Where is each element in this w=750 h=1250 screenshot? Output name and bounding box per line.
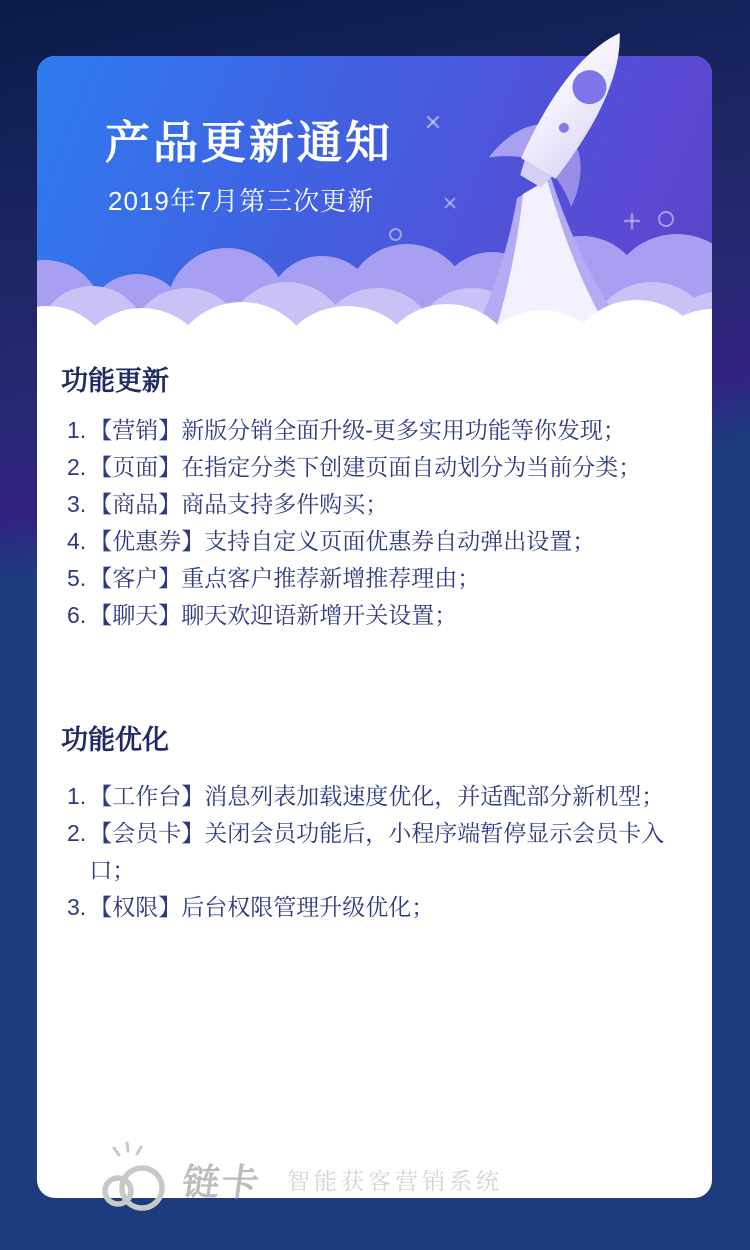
item-text: 【权限】后台权限管理升级优化； <box>89 894 435 920</box>
item-number: 1. <box>67 417 87 443</box>
item-text: 【营销】新版分销全面升级-更多实用功能等你发现； <box>89 417 626 443</box>
list-item <box>67 486 682 523</box>
feature-optimization-list <box>61 778 682 926</box>
item-text: 【聊天】聊天欢迎语新增开关设置； <box>89 602 458 628</box>
content-area <box>37 366 712 1220</box>
list-item <box>67 412 682 449</box>
item-text: 【商品】商品支持多件购买； <box>89 491 389 517</box>
list-item <box>67 815 682 889</box>
list-item <box>67 523 682 560</box>
item-number: 2. <box>67 820 87 846</box>
footer-logo <box>95 1138 682 1220</box>
item-text: 【优惠券】支持自定义页面优惠券自动弹出设置； <box>89 528 596 554</box>
item-number: 4. <box>67 528 87 554</box>
page-subtitle: 2019年7月第三次更新 <box>108 185 375 216</box>
item-number: 5. <box>67 565 87 591</box>
brand-tagline: 智能获客营销系统 <box>287 1167 503 1194</box>
section-heading-feature-updates: 功能更新 <box>61 366 169 396</box>
list-item <box>67 449 682 486</box>
item-number: 2. <box>67 454 87 480</box>
item-text: 【会员卡】关闭会员功能后，小程序端暂停显示会员卡入口； <box>89 820 665 883</box>
list-item <box>67 560 682 597</box>
brand-logo-icon <box>95 1138 177 1220</box>
item-number: 3. <box>67 491 87 517</box>
item-number: 6. <box>67 602 87 628</box>
item-text: 【工作台】消息列表加载速度优化，并适配部分新机型； <box>89 783 665 809</box>
page-title: 产品更新通知 <box>105 117 394 168</box>
banner-text-block <box>37 56 712 218</box>
item-number: 3. <box>67 894 87 920</box>
list-item <box>67 889 682 926</box>
brand-name: 链卡 <box>179 1162 264 1203</box>
item-text: 【客户】重点客户推荐新增推荐理由； <box>89 565 481 591</box>
list-item <box>67 597 682 634</box>
item-number: 1. <box>67 783 87 809</box>
list-item <box>67 778 682 815</box>
notice-card <box>37 56 712 1203</box>
header-banner <box>37 56 712 352</box>
item-text: 【页面】在指定分类下创建页面自动划分为当前分类； <box>89 454 642 480</box>
feature-update-list <box>61 412 682 634</box>
section-heading-feature-optimizations: 功能优化 <box>61 725 169 755</box>
